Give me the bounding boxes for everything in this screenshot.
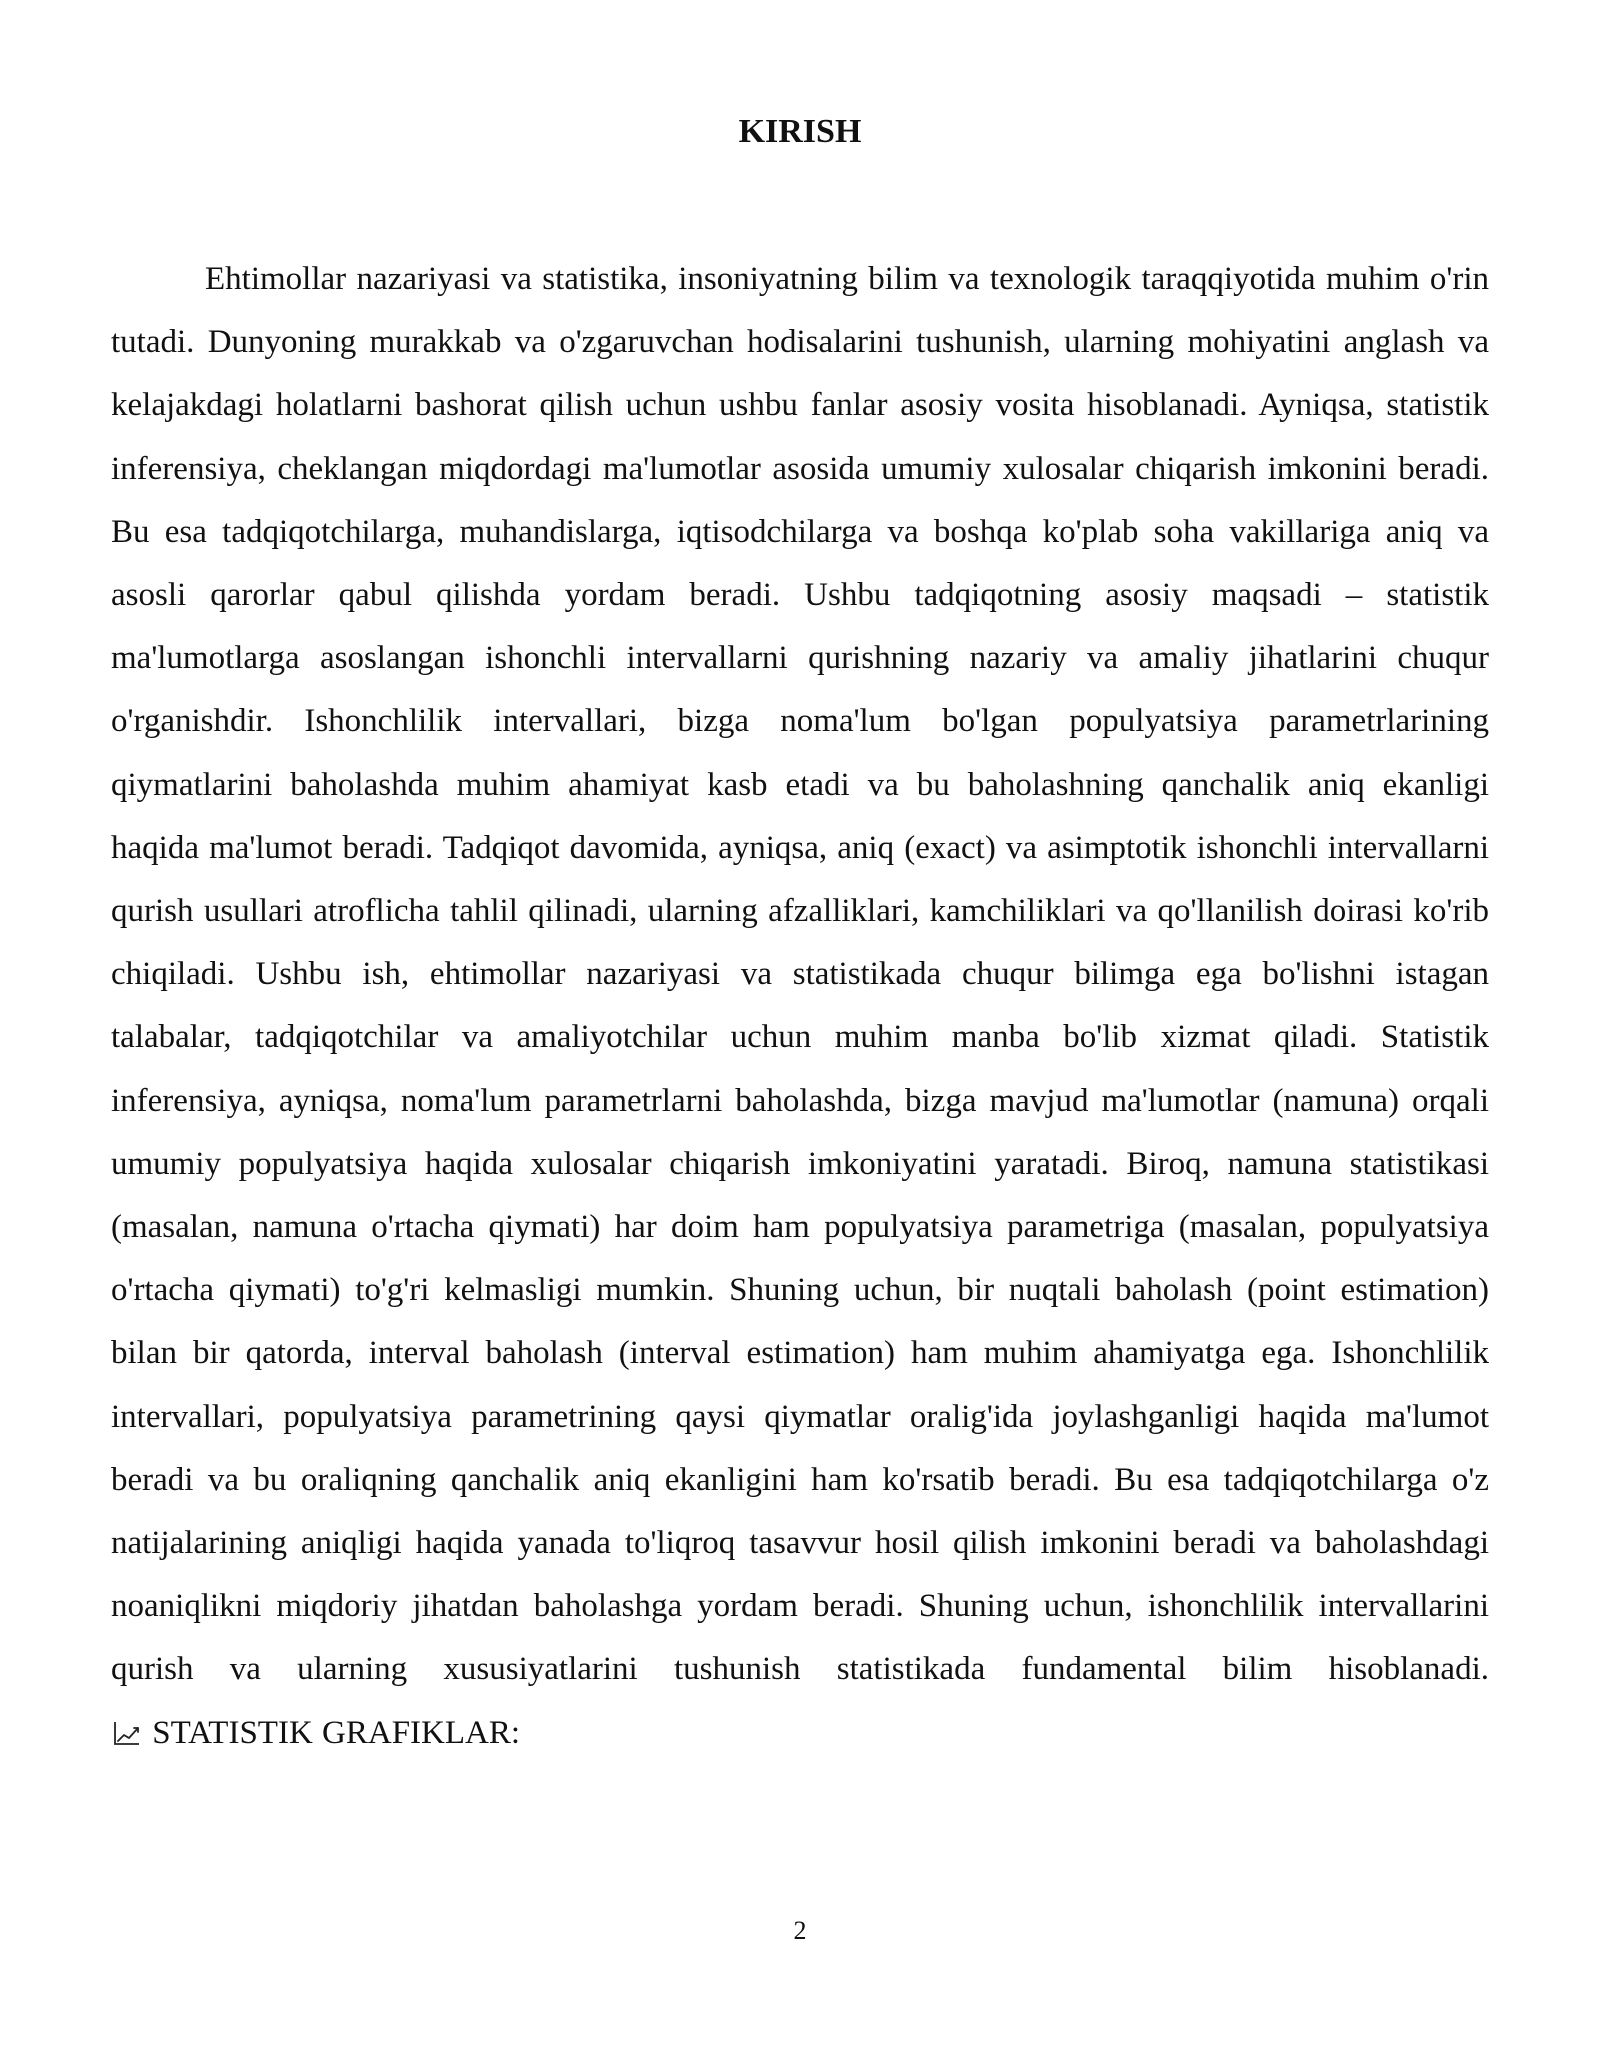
paragraph-text: Ehtimollar nazariyasi va statistika, insoniyatning bilim va texnologik taraqqiyotida muhim o'rin tutadi. Dunyoning murakkab va o'zgaruvchan hodisalarini tushunish, ularning mohiyatini anglash va kelajakdagi holatlarni bashorat qilish uchun ushbu fanlar asosiy vosita hisoblanadi. Ayniqsa, statistik inferensiya, cheklangan miqdordagi ma'lumotlar asosida umumiy xulosalar chiqarish imkonini beradi. Bu esa tadqiqotchilarga, muhandislarga, iqtisodchilarga va boshqa ko'plab soha vakillariga aniq va asosli qarorlar qabul qilishda yordam beradi. Ushbu tadqiqotning asosiy maqsadi – statistik ma'lumotlarga asoslangan ishonchli intervallarni qurishning nazariy va amaliy jihatlarini chuqur o'rganishdir. Ishonchlilik intervallari, bizga noma'lum bo'lgan populyatsiya parametrlarining qiymatlarini baholashda muhim ahamiyat kasb etadi va bu baholashning qanchalik aniq ekanligi haqida ma'lumot beradi. Tadqiqot davomida, ayniqsa, aniq (exact) va asimptotik ishonchli intervallarni qurish usullari atroflicha tahlil qilinadi, ularning afzalliklari, kamchiliklari va qo'llanilish doirasi ko'rib chiqiladi. Ushbu ish, ehtimollar nazariyasi va statistikada chuqur bilimga ega bo'lishni istagan talabalar, tadqiqotchilar va amaliyotchilar uchun muhim manba bo'lib xizmat qiladi. Statistik inferensiya, ayniqsa, noma'lum parametrlarni baholashda, bizga mavjud ma'lumotlar (namuna) orqali umumiy populyatsiya haqida xulosalar chiqarish imkoniyatini yaratadi. Biroq, namuna statistikasi (masalan, namuna o'rtacha qiymati) har doim ham populyatsiya parametriga (masalan, populyatsiya o'rtacha qiymati) to'g'ri kelmasligi mumkin. Shuning uchun, bir nuqtali baholash (point estimation) bilan bir qatorda, interval baholash (interval estimation) ham muhim ahamiyatga ega. Ishonchlilik intervallari, populyatsiya parametrining qaysi qiymatlar oralig'ida joylashganligi haqida ma'lumot beradi va bu oraliqning qanchalik aniq ekanligini ham ko'rsatib beradi. Bu esa tadqiqotchilarga o'z natijalarining aniqligi haqida yanada to'liqroq tasavvur hosil qilish imkonini beradi va baholashdagi noaniqlikni miqdoriy jihatdan baholashga yordam beradi. Shuning uchun, ishonchlilik intervallarini qurish va ularning xususiyatlarini tushunish statistikada fundamental bilim hisoblanadi. — [111, 261, 1489, 1688]
page-number: 2 — [793, 1916, 807, 1945]
statistical-graphics-label: STATISTIK GRAFIKLAR: — [152, 1714, 521, 1751]
chart-increasing-icon — [113, 1720, 141, 1746]
statistical-graphics-heading — [111, 1715, 520, 1751]
page-title: KIRISH — [738, 113, 862, 150]
introduction-paragraph — [111, 248, 1489, 1765]
